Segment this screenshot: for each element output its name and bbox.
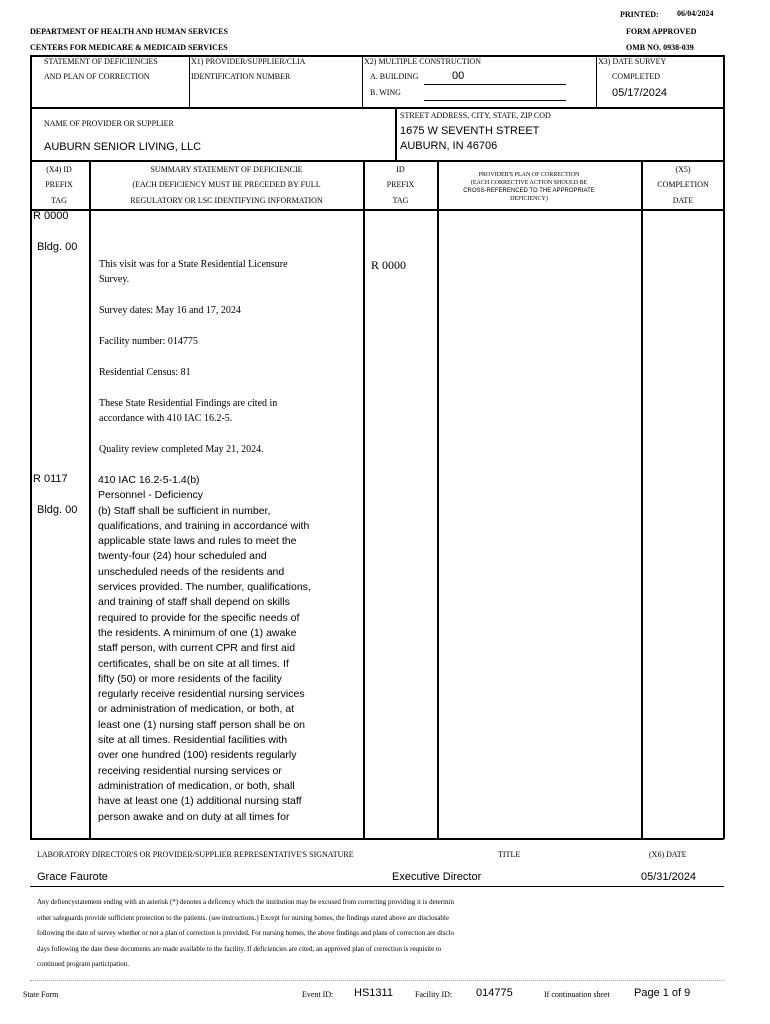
provider-box-right (723, 107, 725, 160)
facility-number: Facility number: 014775 (99, 336, 198, 347)
wing-underline (424, 100, 566, 101)
quality-review: Quality review completed May 21, 2024. (99, 444, 264, 455)
building-label: A. BUILDING (370, 72, 419, 81)
provider-name-label: NAME OF PROVIDER OR SUPPLIER (44, 119, 174, 128)
tag-r0000: R 0000 (33, 210, 69, 222)
top-box-left (30, 55, 32, 108)
provider-box-bottom (30, 160, 724, 162)
omb-number: OMB NO. 0938-039 (626, 43, 694, 52)
provider-box-divider (395, 107, 397, 160)
x4-tag-label: TAG (51, 196, 67, 205)
survey-dates: Survey dates: May 16 and 17, 2024 (99, 305, 241, 316)
right-tag-r0000: R 0000 (371, 258, 407, 272)
divider (596, 55, 597, 108)
tag-r0117: R 0117 (33, 473, 68, 485)
provider-name: AUBURN SENIOR LIVING, LLC (44, 141, 202, 153)
statement-label: STATEMENT OF DEFICIENCIES (44, 57, 158, 66)
top-box-bottom (30, 107, 724, 109)
printed-date: 06/04/2024 (677, 9, 714, 18)
facility-id-label: Facility ID: (415, 990, 453, 999)
state-form-label: State Form (23, 990, 59, 999)
provider-box-left (30, 107, 32, 160)
plan-instruction2: CROSS-REFERENCED TO THE APPROPRIATE (463, 188, 595, 194)
id-prefix-label: PREFIX (386, 180, 415, 189)
building-tag: Bldg. 00 (37, 504, 78, 516)
plan-instruction1: (EACH CORRECTIVE ACTION SHOULD BE (470, 180, 588, 186)
address-line1: 1675 W SEVENTH STREET (400, 125, 540, 137)
wing-label: B. WING (370, 88, 401, 97)
signature-label: LABORATORY DIRECTOR'S OR PROVIDER/SUPPLIER REPRESENTATIVE'S SIGNATURE (37, 850, 354, 859)
summary-instruction2: REGULATORY OR LSC IDENTIFYING INFORMATION (130, 196, 323, 205)
grid-left (30, 160, 32, 839)
building-tag: Bldg. 00 (37, 241, 78, 253)
title-label: TITLE (498, 850, 521, 859)
event-id-label: Event ID: (302, 990, 334, 999)
centers-title: CENTERS FOR MEDICARE & MEDICAID SERVICES (30, 43, 228, 52)
identification-label: IDENTIFICATION NUMBER (191, 72, 291, 81)
grid-divider (437, 160, 439, 839)
divider (362, 55, 363, 108)
summary-instruction: (EACH DEFICIENCY MUST BE PRECEDED BY FULL (132, 180, 321, 189)
department-title: DEPARTMENT OF HEALTH AND HUMAN SERVICES (30, 27, 228, 36)
multiple-construction-label: X2) MULTIPLE CONSTRUCTION (364, 57, 482, 66)
signer-name: Grace Faurote (37, 871, 108, 883)
column-header-bottom (30, 209, 724, 211)
deficiency-paragraph: This visit was for a State Residential Licensure Survey. (99, 259, 288, 285)
x4-prefix-label: PREFIX (45, 180, 73, 189)
grid-bottom (30, 838, 724, 840)
page-number: Page 1 of 9 (634, 987, 691, 999)
building-underline (424, 84, 566, 85)
continuation-label: If continuation sheet (544, 990, 610, 999)
top-box-right (723, 55, 725, 108)
address-line2: AUBURN, IN 46706 (400, 140, 498, 152)
completed-label: COMPLETED (612, 72, 660, 81)
signature-date: 05/31/2024 (641, 871, 697, 883)
building-value: 00 (452, 70, 465, 82)
survey-completed-date: 05/17/2024 (612, 87, 668, 99)
form-approved: FORM APPROVED (626, 27, 697, 36)
facility-id: 014775 (476, 987, 513, 999)
event-id: HS1311 (354, 987, 393, 999)
grid-divider (641, 160, 643, 839)
signature-underline (30, 886, 724, 887)
grid-divider (363, 160, 365, 839)
printed-label: PRINTED: (620, 10, 659, 19)
x5-label: (X5) (675, 165, 691, 174)
x6-date-label: (X6) DATE (649, 850, 687, 859)
date-survey-label: X3) DATE SURVEY (598, 57, 667, 66)
plan-title: PROVIDER'S PLAN OF CORRECTION (478, 172, 580, 178)
date-label: DATE (672, 196, 694, 205)
grid-divider (89, 160, 91, 839)
address-label: STREET ADDRESS, CITY, STATE, ZIP COD (400, 111, 551, 120)
provider-id-label: X1) PROVIDER/SUPPLIER/CLIA (191, 57, 306, 66)
footnote-divider (30, 980, 724, 981)
personnel-deficiency-text: 410 IAC 16.2-5-1.4(b) Personnel - Deficiency (b) Staff shall be sufficient in number, qualifications, and training in accordance with applicable state laws and rules to meet the twenty-four (24) hour scheduled and unscheduled needs of the residents and services provided. The number, qualifications, and training of staff shall depend on skills required to provide for the specific needs of the residents. A minimum of one (1) awake staff person, with current CPR and first aid certificates, shall be on site at all times. If fifty (50) or more residents of the facility regularly receive residential nursing services or administration of medication, or both, at least one (1) nursing staff person shall be on site at all times. Residential facilities with over one hundred (100) residents regularly receiving residential nursing services or administration of medication, or both, shall have at least one (1) additional nursing staff person awake and on duty at all times for (98, 474, 311, 823)
findings-note: These State Residential Findings are cited in accordance with 410 IAC 16.2-5. (99, 398, 278, 424)
signer-title: Executive Director (392, 871, 482, 883)
grid-right (723, 160, 725, 839)
id-tag-label: TAG (392, 196, 409, 205)
plan-label: AND PLAN OF CORRECTION (44, 72, 150, 81)
residential-census: Residential Census: 81 (99, 367, 191, 378)
id-label: ID (396, 165, 405, 174)
summary-title: SUMMARY STATEMENT OF DEFICIENCIE (150, 165, 303, 174)
x4-id-label: (X4) ID (46, 165, 72, 174)
plan-instruction3: DEFICIENCY) (510, 196, 548, 202)
footnote: Any defiencystatement ending with an asterisk (*) denotes a deficency which the institution may be excused from correcting providing it is determin other safeguards provide sufficient protection to the patients. (see instructions.) Except for nursing homes, the findings stated above are disclosable following the date of survey whether or not a plan of correction is provided. For nursing homes, the above findings and plans of correction are disclo days following the date these documents are made available to the facility. If deficiencies are cited, an approved plan of correction is requisite to continued program participation. (37, 898, 454, 968)
completion-label: COMPLETION (657, 180, 709, 189)
divider (189, 55, 190, 108)
